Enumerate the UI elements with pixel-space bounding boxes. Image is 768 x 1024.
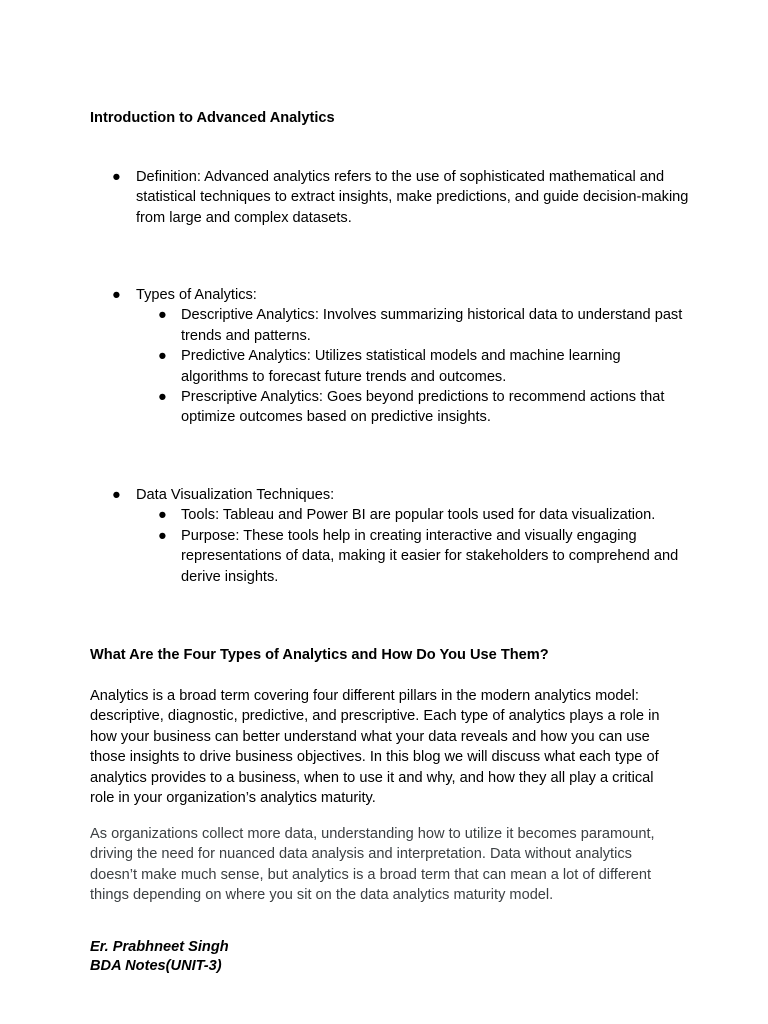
- bullet-icon: ●: [158, 507, 167, 524]
- intro-heading: Introduction to Advanced Analytics: [90, 110, 335, 126]
- notes-label: BDA Notes(UNIT-3): [90, 958, 222, 974]
- bullet-icon: ●: [158, 389, 167, 406]
- descriptive-analytics-text: Descriptive Analytics: Involves summarizing historical data to understand past trends and patterns.: [181, 307, 683, 344]
- list-item: [136, 526, 690, 587]
- analytics-paragraph: Analytics is a broad term covering four different pillars in the modern analytics model: descriptive, diagnostic, predictive, and prescriptive. Each type of analytics plays a role in how your business can better understand what your data reveals and how you can use those insights to drive business objectives. In this blog we will discuss what each type of analytics provides to a business, when to use it and why, and how they all play a critical role in your organization’s analytics maturity.: [90, 688, 660, 807]
- types-list: [90, 285, 690, 428]
- list-item: [136, 346, 690, 387]
- bullet-icon: ●: [112, 169, 121, 185]
- list-item: [90, 167, 690, 228]
- bullet-icon: ●: [112, 287, 121, 303]
- list-item: [136, 305, 690, 346]
- list-item: [90, 285, 690, 428]
- bullet-icon: ●: [158, 307, 167, 324]
- types-sub-list: [136, 305, 690, 427]
- author-name: Er. Prabhneet Singh: [90, 939, 229, 955]
- definition-text: Definition: Advanced analytics refers to the use of sophisticated mathematical and statistical techniques to extract insights, make predictions, and guide decision-making from large and complex datasets.: [136, 169, 689, 226]
- bullet-icon: ●: [158, 527, 167, 544]
- organizations-paragraph: As organizations collect more data, understanding how to utilize it becomes paramount, driving the need for nuanced data analysis and interpretation. Data without analytics doesn’t make much sense, but analytics is a broad term that can mean a lot of different things depending on where you sit on the data analytics maturity model.: [90, 826, 655, 904]
- visualization-sub-list: [136, 505, 690, 587]
- visualization-list: [90, 485, 690, 587]
- list-item: [136, 387, 690, 428]
- tools-text: Tools: Tableau and Power BI are popular tools used for data visualization.: [181, 507, 656, 524]
- purpose-text: Purpose: These tools help in creating interactive and visually engaging representations of data, making it easier for stakeholders to comprehend and derive insights.: [181, 527, 679, 585]
- prescriptive-analytics-text: Prescriptive Analytics: Goes beyond predictions to recommend actions that optimize outcomes based on predictive insights.: [181, 389, 665, 426]
- types-label: Types of Analytics:: [136, 287, 257, 303]
- list-item: [90, 485, 690, 587]
- visualization-label: Data Visualization Techniques:: [136, 487, 335, 503]
- list-item: [136, 505, 690, 525]
- bullet-icon: ●: [158, 348, 167, 365]
- bullet-icon: ●: [112, 487, 121, 503]
- predictive-analytics-text: Predictive Analytics: Utilizes statistical models and machine learning algorithms to forecast future trends and outcomes.: [181, 348, 621, 385]
- definition-list: [90, 167, 690, 228]
- four-types-heading: What Are the Four Types of Analytics and How Do You Use Them?: [90, 647, 549, 663]
